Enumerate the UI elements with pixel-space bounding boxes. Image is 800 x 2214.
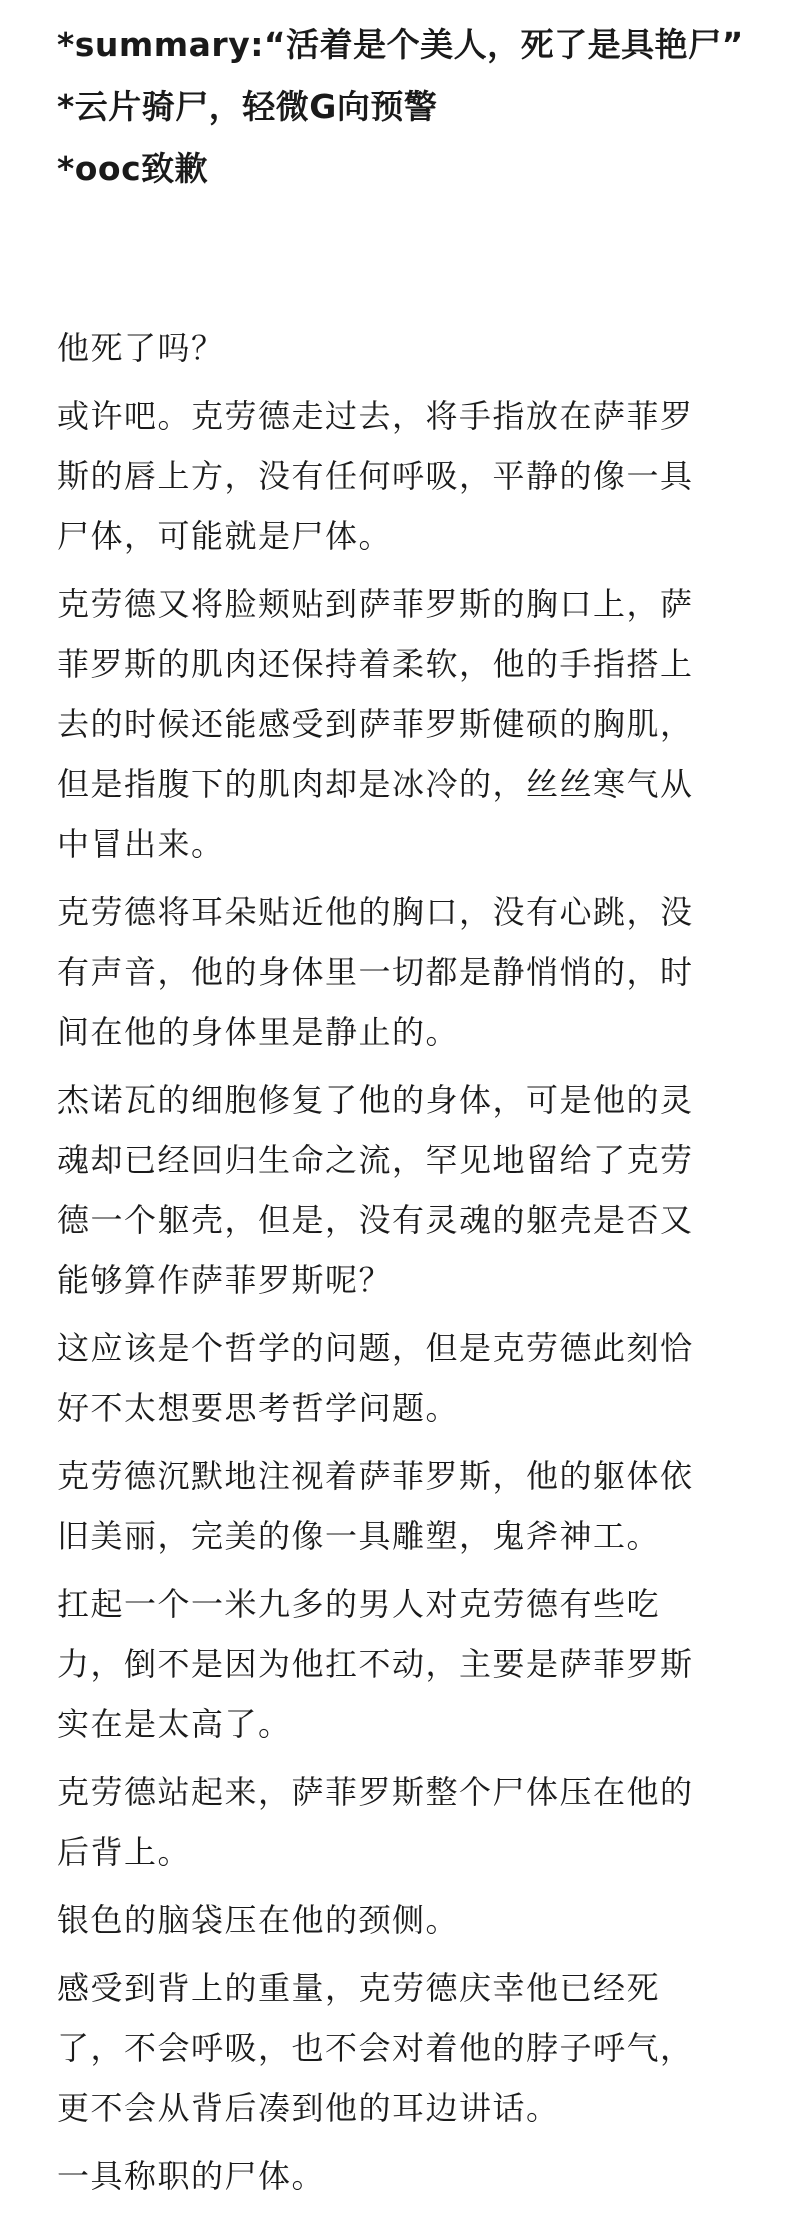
paragraph-line: 克劳德将耳朵贴近他的胸口，没有心跳，没 (57, 893, 694, 931)
paragraph (57, 574, 737, 874)
paragraph-line: 德一个躯壳，但是，没有灵魂的躯壳是否又 (57, 1201, 694, 1239)
warning-line: *云片骑尸，轻微G向预警 (57, 87, 438, 126)
paragraph-line: 这应该是个哲学的问题，但是克劳德此刻恰 (57, 1329, 694, 1367)
paragraph-line: 力，倒不是因为他扛不动，主要是萨菲罗斯 (57, 1645, 694, 1683)
paragraph (57, 882, 737, 1062)
paragraph-line: 中冒出来。 (57, 825, 225, 863)
paragraph-line: 更不会从背后凑到他的耳边讲话。 (57, 2089, 560, 2127)
paragraph (57, 1318, 737, 1438)
paragraph-line: 克劳德又将脸颊贴到萨菲罗斯的胸口上，萨 (57, 585, 694, 623)
paragraph-line: 实在是太高了。 (57, 1705, 292, 1743)
paragraph-line: 了，不会呼吸，也不会对着他的脖子呼气， (57, 2029, 694, 2067)
paragraph-line: 或许吧。克劳德走过去，将手指放在萨菲罗 (57, 397, 694, 435)
paragraph-line: 有声音，他的身体里一切都是静悄悄的，时 (57, 953, 694, 991)
paragraph (57, 1762, 737, 1882)
summary-header (57, 14, 777, 200)
paragraph (57, 1070, 737, 1310)
paragraph (57, 1446, 737, 1566)
paragraph-line: 间在他的身体里是静止的。 (57, 1013, 460, 1051)
paragraph-line: 他死了吗？ (57, 329, 225, 367)
ooc-apology-line: *ooc致歉 (57, 149, 209, 188)
paragraph (57, 1574, 737, 1754)
paragraph-line: 好不太想要思考哲学问题。 (57, 1389, 460, 1427)
paragraph (57, 1890, 737, 1950)
paragraph-line: 克劳德站起来，萨菲罗斯整个尸体压在他的 (57, 1773, 694, 1811)
paragraph-line: 杰诺瓦的细胞修复了他的身体，可是他的灵 (57, 1081, 694, 1119)
paragraph (57, 318, 737, 378)
paragraph (57, 2146, 737, 2206)
paragraph-line: 一具称职的尸体。 (57, 2157, 326, 2195)
paragraph-line: 尸体，可能就是尸体。 (57, 517, 393, 555)
paragraph (57, 1958, 737, 2138)
paragraph-line: 去的时候还能感受到萨菲罗斯健硕的胸肌， (57, 705, 694, 743)
paragraph-line: 能够算作萨菲罗斯呢？ (57, 1261, 393, 1299)
summary-line: *summary:“活着是个美人，死了是具艳尸” (57, 25, 744, 64)
paragraph-line: 斯的唇上方，没有任何呼吸，平静的像一具 (57, 457, 694, 495)
paragraph-line: 扛起一个一米九多的男人对克劳德有些吃 (57, 1585, 661, 1623)
story-body (57, 318, 737, 2214)
paragraph-line: 感受到背上的重量，克劳德庆幸他已经死 (57, 1969, 661, 2007)
paragraph-line: 后背上。 (57, 1833, 192, 1871)
paragraph-line: 克劳德沉默地注视着萨菲罗斯，他的躯体依 (57, 1457, 694, 1495)
paragraph-line: 银色的脑袋压在他的颈侧。 (57, 1901, 460, 1939)
paragraph-line: 旧美丽，完美的像一具雕塑，鬼斧神工。 (57, 1517, 661, 1555)
paragraph-line: 但是指腹下的肌肉却是冰冷的，丝丝寒气从 (57, 765, 694, 803)
paragraph-line: 魂却已经回归生命之流，罕见地留给了克劳 (57, 1141, 694, 1179)
paragraph (57, 386, 737, 566)
paragraph-line: 菲罗斯的肌肉还保持着柔软，他的手指搭上 (57, 645, 694, 683)
